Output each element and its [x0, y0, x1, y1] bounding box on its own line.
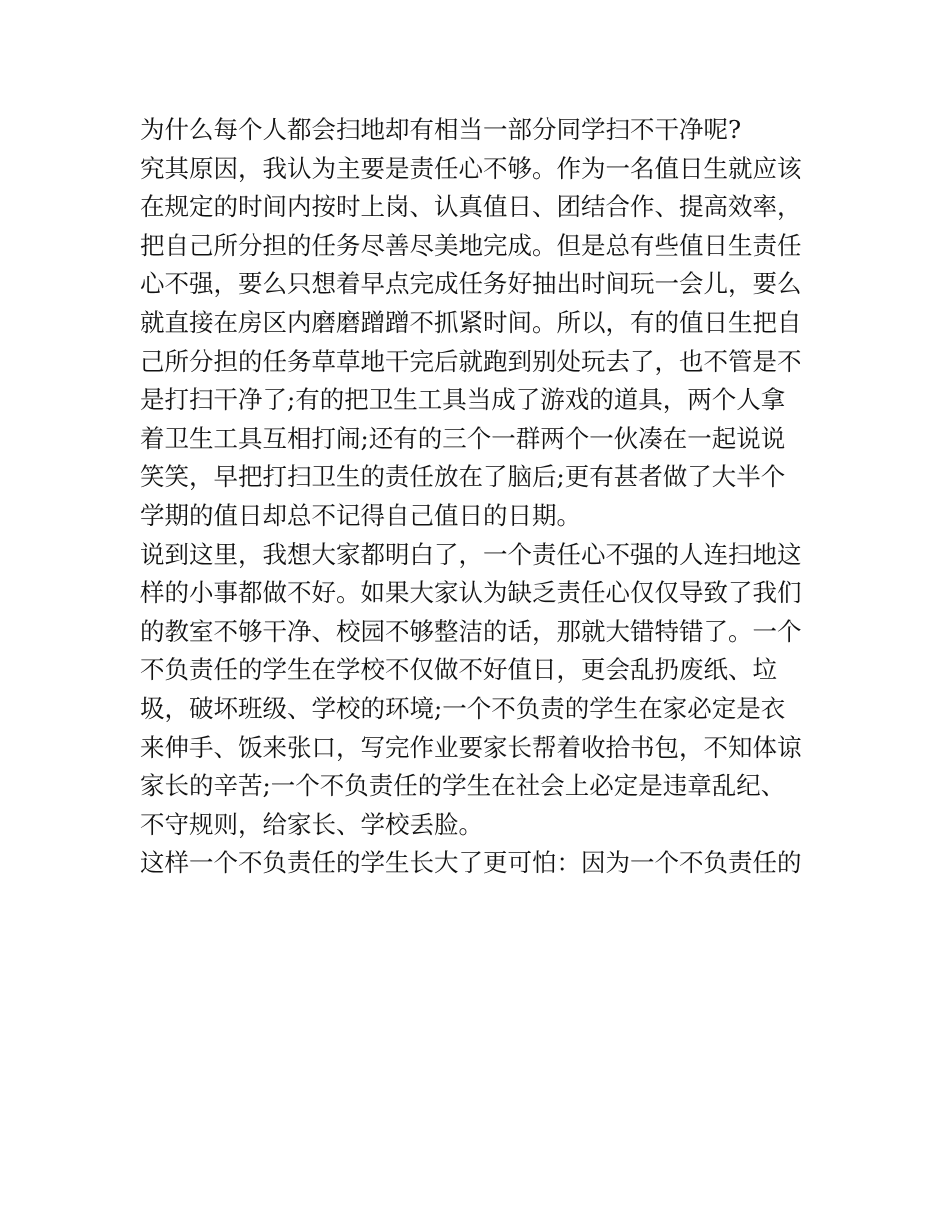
text-line: 己所分担的任务草草地干完后就跑到别处玩去了，也不管是不: [140, 346, 802, 376]
text-line: 不守规则，给家长、学校丢脸。: [140, 809, 483, 839]
text-line: 为什么每个人都会扫地却有相当一部分同学扫不干净呢?: [140, 115, 742, 144]
text-line: 着卫生工具互相打闹;还有的三个一群两个一伙凑在一起说说: [140, 423, 786, 453]
text-line: 圾，破坏班级、学校的环境;一个不负责的学生在家必定是衣: [140, 693, 786, 723]
text-line: 说到这里，我想大家都明白了，一个责任心不强的人连扫地这: [140, 539, 802, 569]
text-line: 样的小事都做不好。如果大家认为缺乏责任心仅仅导致了我们: [140, 578, 802, 608]
text-line: 是打扫干净了;有的把卫生工具当成了游戏的道具，两个人拿: [140, 385, 786, 415]
text-line: 究其原因，我认为主要是责任心不够。作为一名值日生就应该: [140, 153, 802, 183]
text-line: 学期的值日却总不记得自己值日的日期。: [140, 500, 581, 530]
text-line: 的教室不够干净、校园不够整洁的话，那就大错特错了。一个: [140, 616, 802, 646]
text-line: 不负责任的学生在学校不仅做不好值日，更会乱扔废纸、垃: [140, 655, 777, 685]
text-line: 家长的辛苦;一个不负责任的学生在社会上必定是违章乱纪、: [140, 771, 786, 801]
text-line: 笑笑，早把打扫卫生的责任放在了脑后;更有甚者做了大半个: [140, 462, 786, 492]
document-body: [140, 111, 820, 883]
text-line: 在规定的时间内按时上岗、认真值日、团结合作、提高效率，: [140, 192, 802, 222]
text-line: 就直接在房区内磨磨蹭蹭不抓紧时间。所以，有的值日生把自: [140, 307, 802, 337]
text-line: 来伸手、饭来张口，写完作业要家长帮着收拾书包，不知体谅: [140, 732, 802, 762]
text-line: 把自己所分担的任务尽善尽美地完成。但是总有些值日生责任: [140, 230, 802, 260]
text-line: 这样一个不负责任的学生长大了更可怕：因为一个不负责任的: [140, 848, 802, 878]
text-line: 心不强，要么只想着早点完成任务好抽出时间玩一会儿，要么: [140, 269, 802, 299]
